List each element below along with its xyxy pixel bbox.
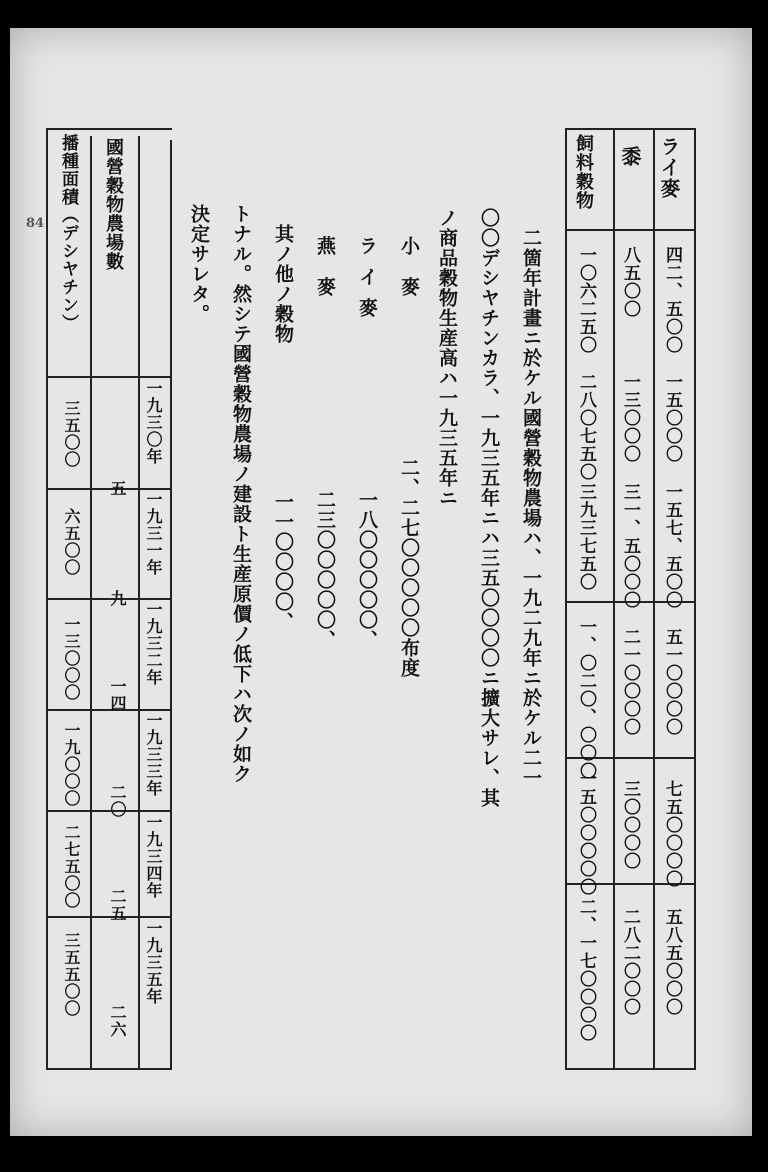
millet-cell: 二一〇〇〇〇 bbox=[620, 628, 640, 736]
row-label-farm-count: 國營穀物農場數 bbox=[103, 138, 124, 271]
rye-cell: 一五〇〇〇 bbox=[662, 373, 682, 463]
farm-count-cell: 二〇 bbox=[108, 784, 127, 818]
sown-area-cell: 二七五〇〇 bbox=[62, 824, 81, 909]
farm-count-cell: 五 bbox=[108, 480, 127, 497]
crop-value-wheat: 二、二七〇〇〇〇〇布度 bbox=[398, 458, 420, 678]
row-label-millet: 黍 bbox=[618, 146, 642, 167]
farm-count-cell: 一四 bbox=[108, 678, 127, 712]
closing-text-line: トナル。然シテ國營穀物農場ノ建設ト生産原價ノ低下ハ次ノ如ク bbox=[230, 204, 252, 784]
rye-cell: 一五七、五〇〇 bbox=[662, 483, 682, 609]
millet-cell: 三一、五〇〇〇 bbox=[620, 483, 640, 609]
crop-name-other: 其ノ他ノ穀物 bbox=[272, 224, 294, 344]
crop-value-rye: 一八〇〇〇〇〇、 bbox=[356, 490, 378, 650]
feed-grain-cell: 二、一七〇〇〇〇 bbox=[576, 898, 596, 1042]
row-label-feed-grain: 飼料穀物 bbox=[573, 134, 594, 210]
feed-grain-cell: 二八〇七五〇 bbox=[576, 373, 596, 481]
body-text-line: ノ商品穀物生産高ハ一九三五年ニ bbox=[436, 208, 458, 508]
feed-grain-cell: 一〇六二五〇 bbox=[576, 246, 596, 354]
year-header: 一九三四年 bbox=[144, 814, 163, 899]
crop-value-other: 一一〇〇〇〇、 bbox=[272, 492, 294, 632]
rye-cell: 七五〇〇〇〇 bbox=[662, 780, 682, 888]
document-page bbox=[10, 28, 752, 1136]
feed-grain-cell: 一、〇二〇、〇〇〇 bbox=[576, 618, 596, 780]
sown-area-cell: 一九〇〇〇 bbox=[62, 722, 81, 807]
farm-count-cell: 二五 bbox=[108, 888, 127, 922]
year-header: 一九三五年 bbox=[144, 920, 163, 1005]
body-text-line: 〇〇デシヤチンカラ、一九三五年ニハ三五〇〇〇〇ニ擴大サレ、其 bbox=[478, 208, 500, 808]
millet-cell: 三〇〇〇〇 bbox=[620, 780, 640, 870]
row-label-rye: ライ麥 bbox=[657, 136, 681, 199]
page-marker: 84 bbox=[26, 216, 45, 231]
year-header: 一九三一年 bbox=[144, 491, 163, 576]
millet-cell: 二八二〇〇〇 bbox=[620, 908, 640, 1016]
year-header: 一九三〇年 bbox=[144, 380, 163, 465]
crop-value-oats: 二三〇〇〇〇〇、 bbox=[314, 490, 336, 650]
farm-count-cell: 二六 bbox=[108, 1004, 127, 1038]
sown-area-cell: 三五五〇〇 bbox=[62, 932, 81, 1017]
millet-cell: 一三〇〇〇 bbox=[620, 373, 640, 463]
feed-grain-cell: 三九三七五〇 bbox=[576, 483, 596, 591]
rye-cell: 四二、五〇〇 bbox=[662, 246, 682, 354]
crop-name-wheat: 小麥 bbox=[398, 236, 420, 318]
millet-cell: 八五〇〇 bbox=[620, 246, 640, 318]
row-label-sown-area: 播種面積（デシヤチン） bbox=[58, 134, 78, 332]
sown-area-cell: 三五〇〇 bbox=[62, 400, 81, 468]
rye-cell: 五八五〇〇〇 bbox=[662, 908, 682, 1016]
feed-grain-cell: 一五〇〇〇〇〇 bbox=[576, 770, 596, 896]
sown-area-cell: 一三〇〇〇 bbox=[62, 616, 81, 701]
rye-cell: 五一〇〇〇〇 bbox=[662, 628, 682, 736]
sown-area-cell: 六五〇〇 bbox=[62, 508, 81, 576]
crop-name-oats: 燕麥 bbox=[314, 236, 336, 318]
closing-text-line: 決定サレタ。 bbox=[188, 204, 210, 324]
year-header: 一九三二年 bbox=[144, 601, 163, 686]
crop-name-rye: ライ麥 bbox=[356, 236, 378, 329]
year-header: 一九三三年 bbox=[144, 712, 163, 797]
farm-count-cell: 九 bbox=[108, 590, 127, 607]
body-text-line: 二箇年計畫ニ於ケル國營穀物農場ハ、一九二九年ニ於ケル二一 bbox=[520, 228, 542, 788]
